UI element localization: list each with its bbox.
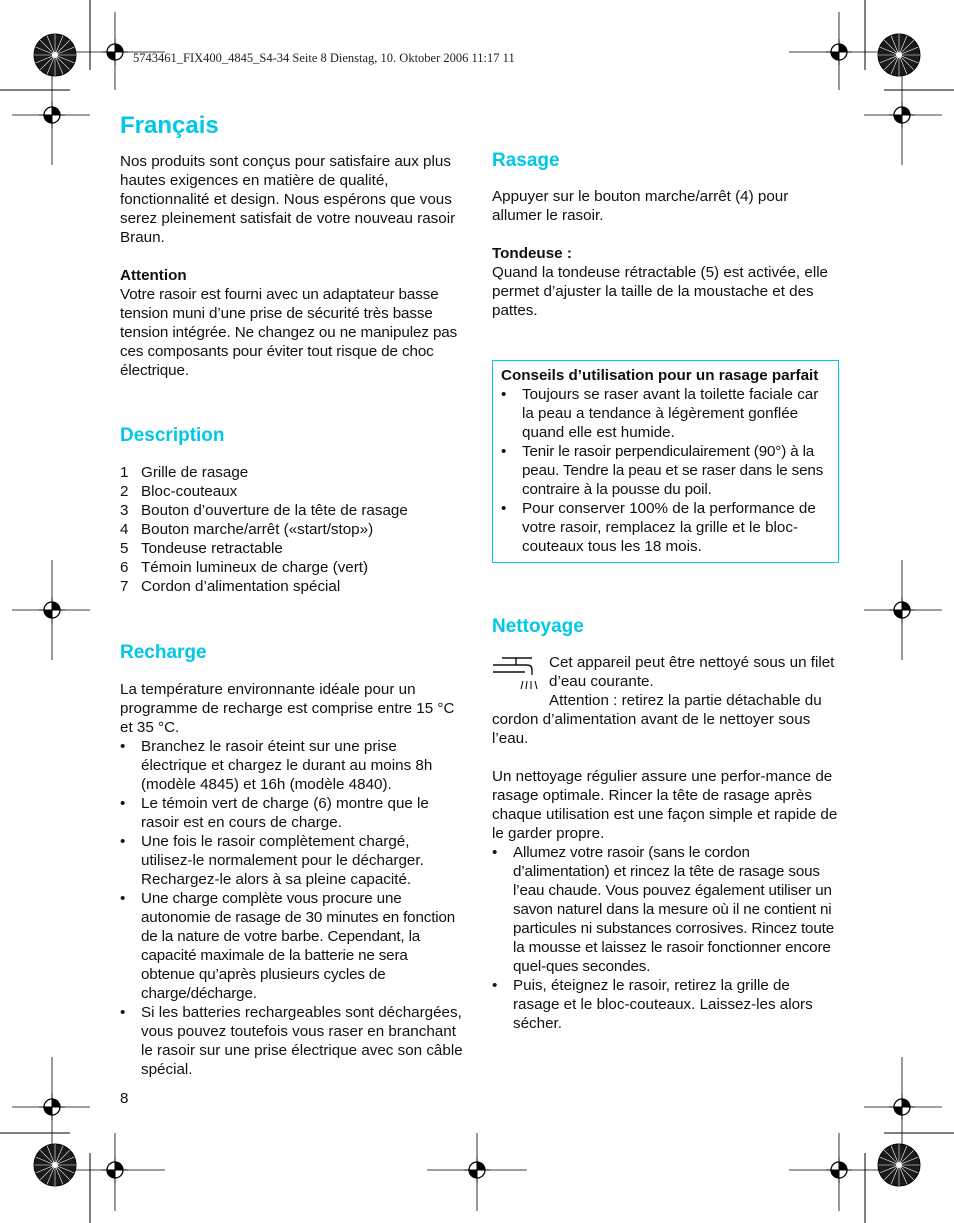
page-title: Français bbox=[120, 112, 219, 139]
nettoyage-heading: Nettoyage bbox=[492, 616, 584, 637]
list-item-label: Grille de rasage bbox=[141, 464, 249, 481]
print-header: 5743461_FIX400_4845_S4-34 Seite 8 Dienstag, 10. Oktober 2006 11:17 11 bbox=[133, 51, 515, 65]
nettoyage-list bbox=[492, 843, 839, 1033]
faucet-caption: Cet appareil peut être nettoyé sous un filet d’eau courante. bbox=[549, 654, 835, 690]
list-item: • Une fois le rasoir complètement chargé, utilisez-le normalement pour le décharger. Rechargez-le alors à sa pleine capacité. bbox=[120, 832, 465, 889]
list-item-number: 6 bbox=[120, 559, 129, 576]
list-item-number: 3 bbox=[120, 502, 129, 519]
list-item-label: Témoin lumineux de charge (vert) bbox=[141, 559, 369, 576]
list-item: • Toujours se raser avant la toilette faciale car la peau a tendance à légèrement gonflée quand elle est humide. bbox=[501, 385, 829, 442]
list-item-label: Bloc-couteaux bbox=[141, 483, 238, 500]
rasage-paragraph: Appuyer sur le bouton marche/arrêt (4) pour allumer le rasoir. bbox=[492, 188, 789, 224]
list-item: • Une charge complète vous procure une autonomie de rasage de 30 minutes en fonction de la nature de votre barbe. Cependant, la capacité maximale de la batterie ne sera obtenue qu’après plusieurs cycles de charge/décharge. bbox=[120, 889, 465, 1003]
list-item: • Le témoin vert de charge (6) montre que le rasoir est en cours de charge. bbox=[120, 794, 465, 832]
description-list bbox=[120, 463, 465, 596]
tips-list bbox=[501, 385, 829, 556]
tips-box bbox=[492, 360, 839, 563]
attention-heading: Attention bbox=[120, 267, 187, 284]
list-item-number: 4 bbox=[120, 521, 129, 538]
list-item-label: Tondeuse retractable bbox=[141, 540, 283, 557]
list-item bbox=[120, 577, 465, 596]
list-item: • Allumez votre rasoir (sans le cordon d’alimentation) et rincez la tête de rasage sous l’eau chaude. Vous pouvez également utiliser un savon naturel dans la mesure où il ne contient ni particules ni substances corrosives. Rincez toute la mousse et laissez le rasoir fonctionner encore quel-ques secondes. bbox=[492, 843, 839, 976]
faucet-icon bbox=[492, 653, 542, 695]
recharge-intro: La température environnante idéale pour un programme de recharge est comprise entre 15 °C et 35 °C. bbox=[120, 681, 455, 736]
list-item bbox=[120, 520, 465, 539]
list-item: • Branchez le rasoir éteint sur une prise électrique et chargez le durant au moins 8h (modèle 4845) et 16h (modèle 4840). bbox=[120, 737, 465, 794]
recharge-list bbox=[120, 737, 465, 1079]
tondeuse-heading: Tondeuse : bbox=[492, 245, 572, 262]
recharge-heading: Recharge bbox=[120, 642, 207, 663]
list-item-label: Bouton marche/arrêt («start/stop») bbox=[141, 521, 374, 538]
intro-paragraph: Nos produits sont conçus pour satisfaire aux plus hautes exigences en matière de qualité, fonctionnalité et design. Nous espérons que vous serez pleinement satisfait de votre nouveau rasoir Braun. bbox=[120, 153, 456, 246]
right-column bbox=[492, 150, 839, 1033]
list-item-number: 5 bbox=[120, 540, 129, 557]
page-number: 8 bbox=[120, 1090, 129, 1107]
nettoyage-attention: Attention : retirez la partie détachable du cordon d’alimentation avant de le nettoyer sous l’eau. bbox=[492, 692, 822, 747]
list-item bbox=[120, 501, 465, 520]
list-item bbox=[120, 558, 465, 577]
list-item: • Tenir le rasoir perpendiculairement (90°) à la peau. Tendre la peau et se raser dans le sens contraire à la pousse du poil. bbox=[501, 442, 829, 499]
list-item-number: 1 bbox=[120, 464, 129, 481]
list-item-label: Bouton d’ouverture de la tête de rasage bbox=[141, 502, 408, 519]
description-heading: Description bbox=[120, 425, 225, 446]
attention-paragraph: Votre rasoir est fourni avec un adaptateur basse tension muni d’une prise de sécurité très basse tension intégrée. Ne changez ou ne manipulez pas ces composants pour éviter tout risque de choc électrique. bbox=[120, 286, 458, 379]
list-item-label: Cordon d’alimentation spécial bbox=[141, 578, 341, 595]
list-item bbox=[120, 539, 465, 558]
nettoyage-faucet-block bbox=[492, 653, 839, 748]
list-item-number: 2 bbox=[120, 483, 129, 500]
left-column bbox=[120, 112, 465, 1079]
list-item-number: 7 bbox=[120, 578, 129, 595]
list-item: • Pour conserver 100% de la performance de votre rasoir, remplacez la grille et le bloc-couteaux tous les 18 mois. bbox=[501, 499, 829, 556]
list-item bbox=[120, 482, 465, 501]
list-item bbox=[120, 463, 465, 482]
tondeuse-paragraph: Quand la tondeuse rétractable (5) est activée, elle permet d’ajuster la taille de la moustache et des pattes. bbox=[492, 264, 829, 319]
tips-heading: Conseils d’utilisation pour un rasage parfait bbox=[501, 367, 819, 384]
rasage-heading: Rasage bbox=[492, 150, 560, 171]
nettoyage-paragraph: Un nettoyage régulier assure une perfor-mance de rasage optimale. Rincer la tête de rasage après chaque utilisation est une façon simple et rapide de le garder propre. bbox=[492, 768, 838, 842]
list-item: • Si les batteries rechargeables sont déchargées, vous pouvez toutefois vous raser en branchant le rasoir sur une prise électrique avec son câble spécial. bbox=[120, 1003, 465, 1079]
list-item: • Puis, éteignez le rasoir, retirez la grille de rasage et le bloc-couteaux. Laissez-les alors sécher. bbox=[492, 976, 839, 1033]
